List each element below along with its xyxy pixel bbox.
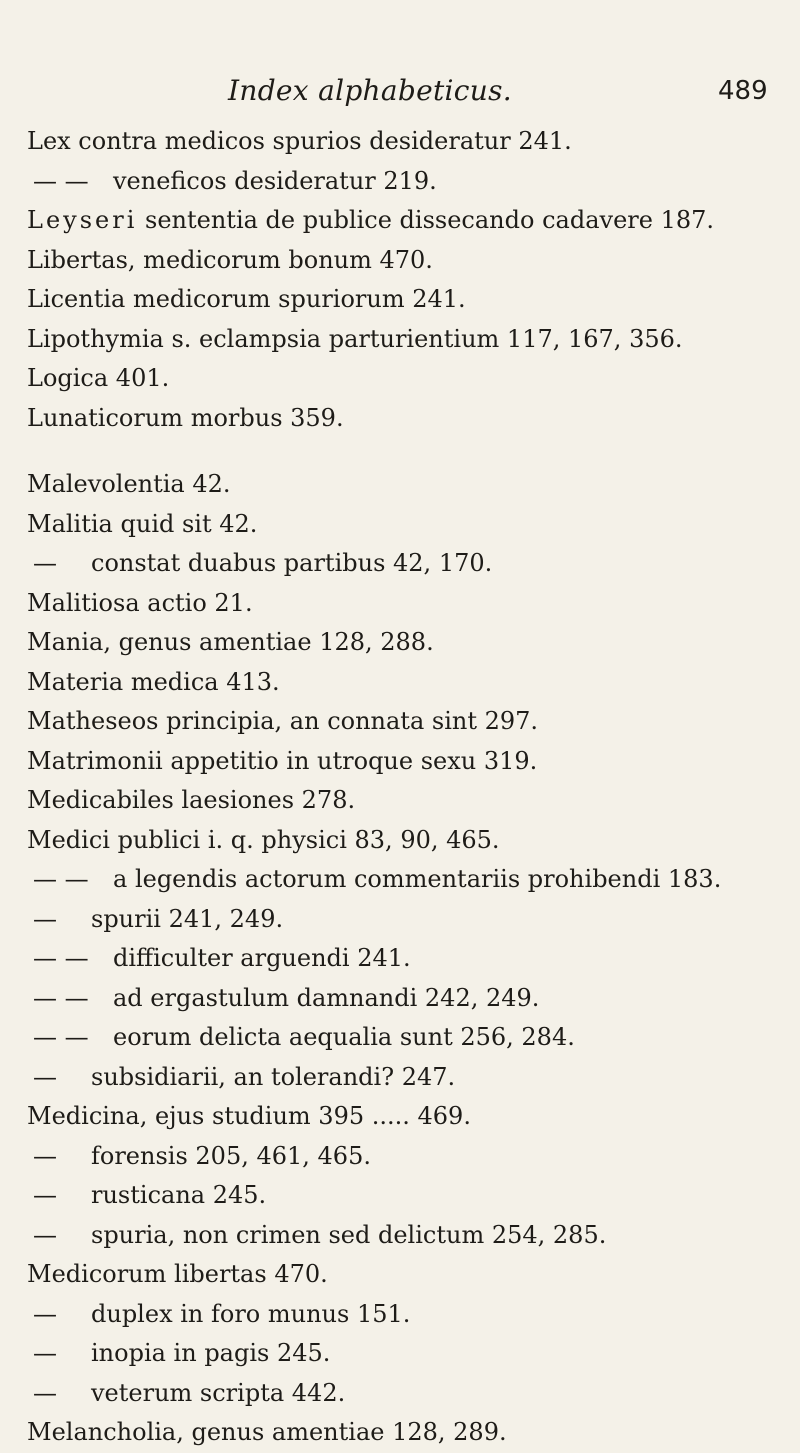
- index-entry: [0, 1216, 800, 1256]
- entry-text: ad ergastulum damnandi 242, 249.: [113, 983, 540, 1012]
- index-entry: [0, 702, 800, 742]
- continuation-dash: —: [33, 1299, 57, 1328]
- continuation-dash: —: [33, 1141, 57, 1170]
- index-entry: [0, 821, 800, 861]
- entry-text: Malitia quid sit 42.: [27, 509, 258, 538]
- index-entry: [0, 162, 800, 202]
- entry-text: duplex in foro munus 151.: [91, 1299, 411, 1328]
- index-entry: [0, 1018, 800, 1058]
- entry-text: rusticana 245.: [91, 1181, 267, 1209]
- index-entry: [0, 1137, 800, 1177]
- index-entry: [0, 1295, 800, 1335]
- entry-text: spuria, non crimen sed delictum 254, 285.: [91, 1220, 607, 1249]
- entry-text: subsidiarii, an tolerandi? 247.: [91, 1062, 456, 1091]
- index-entry: [0, 1255, 800, 1295]
- entry-text: Malevolentia 42.: [27, 470, 231, 498]
- index-entry: [0, 663, 800, 703]
- entry-text: Mania, genus amentiae 128, 288.: [27, 628, 434, 656]
- entry-text: forensis 205, 461, 465.: [91, 1141, 371, 1170]
- entry-text: Medicina, ejus studium 395 ..... 469.: [27, 1102, 471, 1130]
- index-entry: [0, 241, 800, 281]
- continuation-dash: —: [33, 549, 57, 577]
- index-entry: [0, 122, 800, 162]
- continuation-dash: —: [33, 1062, 57, 1091]
- continuation-dash: —: [33, 1181, 57, 1209]
- index-entry: [0, 939, 800, 979]
- continuation-dash: — —: [33, 865, 89, 893]
- index-entry: [0, 1058, 800, 1098]
- running-title: Index alphabeticus.: [228, 74, 512, 107]
- entry-text: veterum scripta 442.: [91, 1378, 346, 1407]
- index-entry: [0, 900, 800, 940]
- entry-text: sententia de publice dissecando cadavere 187.: [145, 206, 715, 234]
- index-entry: [0, 1334, 800, 1374]
- entry-text: Malitiosa actio 21.: [27, 588, 253, 617]
- index-entry: [0, 584, 800, 624]
- continuation-dash: —: [33, 1339, 57, 1367]
- index-entry: [0, 860, 800, 900]
- entry-text: a legendis actorum commentariis prohibendi 183.: [113, 865, 722, 893]
- entry-text: Medicabiles laesiones 278.: [27, 786, 356, 814]
- entry-text: Matrimonii appetitio in utroque sexu 319.: [27, 746, 538, 775]
- index-entry: [0, 359, 800, 399]
- entry-text: inopia in pagis 245.: [91, 1339, 331, 1367]
- entry-text: Materia medica 413.: [27, 667, 280, 696]
- entry-headword: Leyseri: [27, 206, 138, 234]
- continuation-dash: —: [33, 1220, 57, 1249]
- entry-text: eorum delicta aequalia sunt 256, 284.: [113, 1023, 575, 1051]
- index-entry: [0, 742, 800, 782]
- continuation-dash: —: [33, 904, 57, 933]
- index-entry: [0, 280, 800, 320]
- entry-text: constat duabus partibus 42, 170.: [91, 549, 493, 577]
- index-entries: [0, 122, 800, 1453]
- entry-text: Medicorum libertas 470.: [27, 1260, 328, 1288]
- index-entry: [0, 505, 800, 545]
- index-entry: [0, 1097, 800, 1137]
- continuation-dash: —: [33, 1378, 57, 1407]
- page-number: 489: [718, 76, 768, 106]
- index-entry: [0, 781, 800, 821]
- index-entry: [0, 1413, 800, 1453]
- entry-text: Lex contra medicos spurios desideratur 241.: [27, 127, 572, 155]
- entry-text: spurii 241, 249.: [91, 904, 284, 933]
- entry-text: Lipothymia s. eclampsia parturientium 117, 167, 356.: [27, 324, 683, 353]
- entry-text: Melancholia, genus amentiae 128, 289.: [27, 1418, 507, 1446]
- page-header: [0, 74, 800, 114]
- continuation-dash: — —: [33, 983, 89, 1012]
- index-entry: [0, 979, 800, 1019]
- entry-text: Libertas, medicorum bonum 470.: [27, 245, 433, 274]
- entry-text: difficulter arguendi 241.: [113, 944, 411, 972]
- index-entry: [0, 544, 800, 584]
- index-entry: [0, 320, 800, 360]
- index-entry: [0, 201, 800, 241]
- index-entry: [0, 399, 800, 439]
- entry-text: Lunaticorum morbus 359.: [27, 403, 344, 432]
- index-entry: [0, 465, 800, 505]
- continuation-dash: — —: [33, 166, 89, 195]
- index-entry: [0, 1176, 800, 1216]
- index-entry: [0, 1374, 800, 1414]
- continuation-dash: — —: [33, 1023, 89, 1051]
- entry-text: veneficos desideratur 219.: [113, 166, 437, 195]
- entry-text: Medici publici i. q. physici 83, 90, 465.: [27, 825, 500, 854]
- continuation-dash: — —: [33, 944, 89, 972]
- entry-text: Matheseos principia, an connata sint 297.: [27, 707, 539, 735]
- index-entry: [0, 623, 800, 663]
- entry-text: Licentia medicorum spuriorum 241.: [27, 285, 466, 313]
- entry-text: Logica 401.: [27, 364, 170, 392]
